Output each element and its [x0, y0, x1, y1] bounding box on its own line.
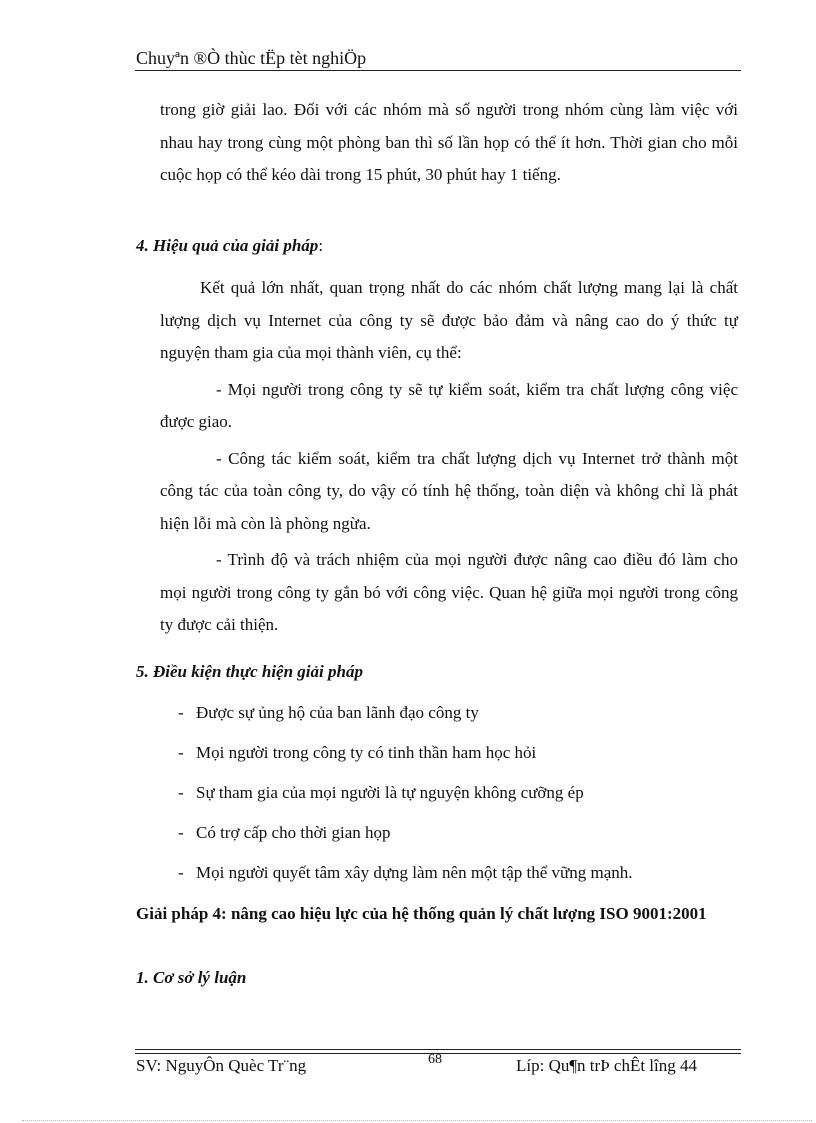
page-header-title: Chuyªn ®Ò thùc tËp tèt nghiÖp: [136, 48, 367, 68]
footer-divider-top: [135, 1049, 741, 1050]
paragraph-point-2: - Công tác kiểm soát, kiểm tra chất lượng dịch vụ Internet trở thành một công tác của toàn công ty, do vậy có tính hệ thống, toàn diện và không chỉ là phát hiện lỗi mà còn là phòng ngừa.: [160, 448, 738, 533]
bullet-dash: -: [178, 703, 184, 722]
page-number: 68: [428, 1052, 442, 1067]
paragraph-continuation: trong giờ giải lao. Đối với các nhóm mà số người trong nhóm cùng làm việc với nhau hay trong cùng một phòng ban thì số lần họp có thể ít hơn. Thời gian cho mỗi cuộc họp có thể kéo dài trong 15 phút, 30 phút hay 1 tiếng.: [160, 100, 738, 184]
bullet-dash: -: [178, 863, 184, 882]
footer-student-name: SV: NguyÔn Quèc Tr¨ng: [136, 1056, 307, 1075]
section-heading-5: 5. Điều kiện thực hiện giải pháp: [136, 662, 363, 681]
list-item: [178, 700, 738, 740]
list-item: [178, 860, 738, 900]
list-item: [178, 740, 738, 780]
paragraph-point-3: - Trình độ và trách nhiệm của mọi người được nâng cao điều đó làm cho mọi người trong công ty gắn bó với công việc. Quan hệ giữa mọi người trong công ty được cải thiện.: [160, 550, 738, 634]
section-heading-4-colon: :: [318, 236, 324, 255]
bullet-dash: -: [178, 823, 184, 842]
footer-class-name: Líp: Qu¶n trÞ chÊt lîng 44: [516, 1056, 697, 1075]
paragraph-point-1: - Mọi người trong công ty sẽ tự kiểm soát, kiểm tra chất lượng công việc được giao.: [160, 379, 738, 431]
list-item-text: Sự tham gia của mọi người là tự nguyện không cưỡng ép: [196, 783, 584, 802]
list-item-text: Được sự ủng hộ của ban lãnh đạo công ty: [196, 703, 479, 722]
list-item: [178, 820, 738, 860]
section-heading-1: 1. Cơ sở lý luận: [136, 968, 247, 987]
bullet-dash: -: [178, 783, 184, 802]
bullet-dash: -: [178, 743, 184, 762]
header-divider: [135, 70, 741, 71]
page-bottom-edge: [22, 1120, 812, 1121]
section-heading-4-text: 4. Hiệu quả của giải pháp: [136, 236, 319, 255]
list-item-text: Mọi người trong công ty có tinh thần ham học hỏi: [196, 743, 537, 762]
list-item-text: Có trợ cấp cho thời gian họp: [196, 823, 391, 842]
paragraph-results: Kết quả lớn nhất, quan trọng nhất do các nhóm chất lượng mang lại là chất lượng dịch vụ Internet của công ty sẽ được bảo đảm và nâng cao do ý thức tự nguyện tham gia của mọi thành viên, cụ thể:: [160, 278, 738, 362]
solution-4-heading: Giải pháp 4: nâng cao hiệu lực của hệ thống quản lý chất lượng ISO 9001:2001: [136, 904, 707, 923]
list-item: [178, 780, 738, 820]
conditions-list: [178, 700, 738, 900]
body-text-middle: [160, 272, 738, 642]
list-item-text: Mọi người quyết tâm xây dựng làm nên một tập thể vững mạnh.: [196, 863, 633, 882]
body-text-top: [160, 94, 738, 192]
section-heading-4: [136, 236, 323, 256]
